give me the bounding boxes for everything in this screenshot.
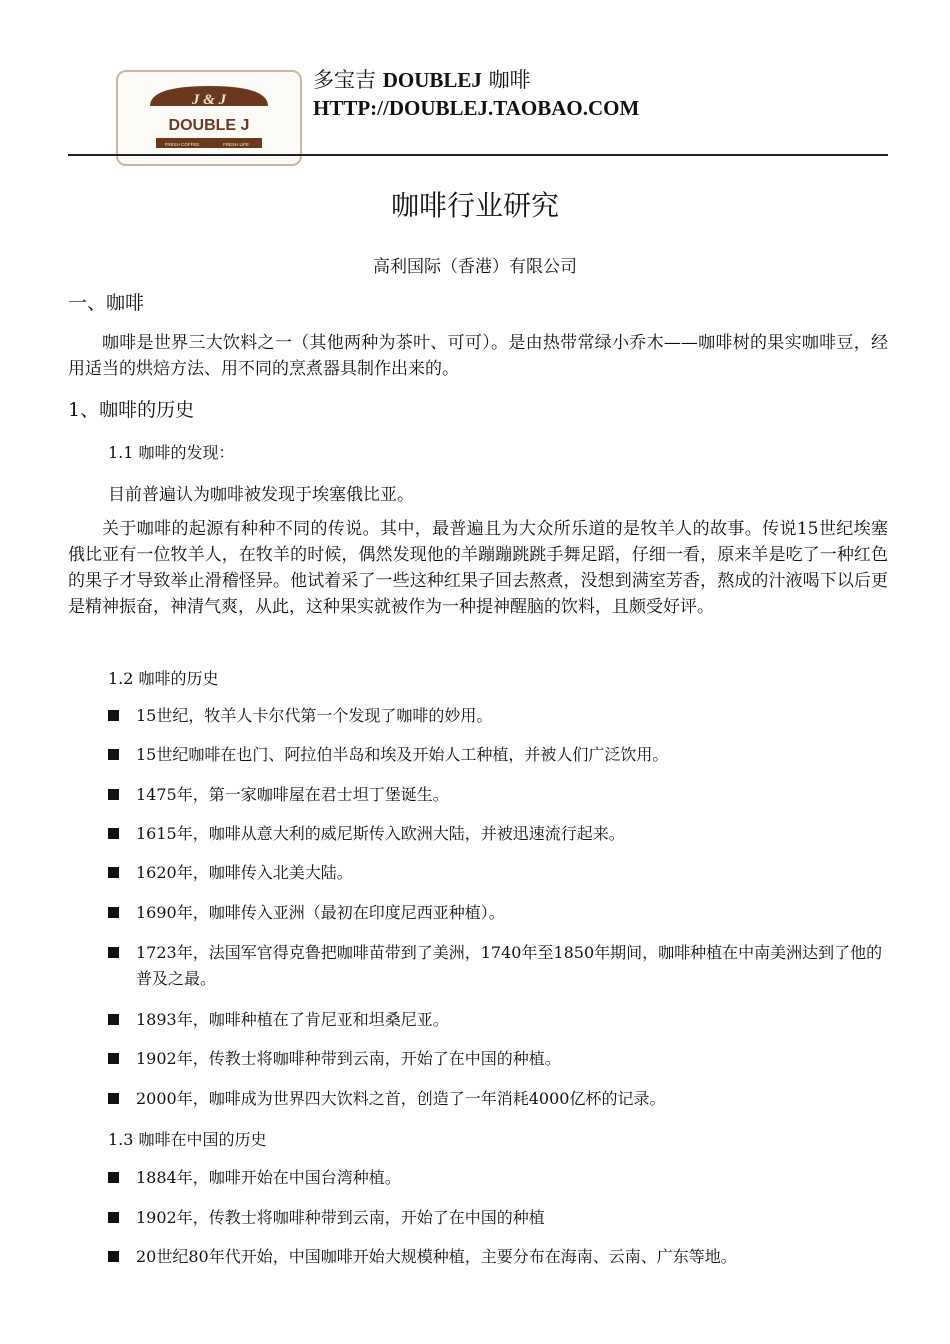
bullet-square-icon — [108, 1014, 119, 1025]
bullet-square-icon — [108, 1251, 119, 1262]
list-item: 15世纪咖啡在也门、阿拉伯半岛和埃及开始人工种植，并被人们广泛饮用。 — [108, 742, 888, 768]
logo-small-left: FRESH COFFEE — [164, 142, 200, 147]
intro-paragraph: 咖啡是世界三大饮料之一（其他两种为茶叶、可可）。是由热带常绿小乔木——咖啡树的果实咖啡豆，经用适当的烘焙方法、用不同的烹煮器具制作出来的。 — [68, 333, 888, 379]
shop-name-cn2: 咖啡 — [488, 68, 531, 92]
logo-graphic — [118, 72, 300, 164]
bullet-square-icon — [108, 907, 119, 918]
shop-name — [313, 66, 639, 94]
list-item: 1475年，第一家咖啡屋在君士坦丁堡诞生。 — [108, 782, 888, 808]
logo-line1: J & J — [191, 92, 227, 108]
legend-paragraph: 关于咖啡的起源有种种不同的传说。其中，最普遍且为大众所乐道的是牧羊人的故事。传说15世纪埃塞俄比亚有一位牧羊人，在牧羊的时候，偶然发现他的羊蹦蹦跳跳手舞足蹈，仔细一看，原来羊是吃了一种红色的果子才导致举止滑稽怪异。他试着采了一些这种红果子回去熬煮，没想到满室芳香，熬成的汁液喝下以后更是精神振奋，神清气爽，从此，这种果实就被作为一种提神醒脑的饮料，且颇受好评。 — [68, 519, 888, 617]
list-item: 1690年，咖啡传入亚洲（最初在印度尼西亚种植）。 — [108, 900, 888, 926]
logo-line2: DOUBLE J — [168, 117, 250, 134]
bullet-square-icon — [108, 1053, 119, 1064]
bullet-square-icon — [108, 749, 119, 760]
document-title: 咖啡行业研究 — [390, 189, 559, 222]
bullet-square-icon — [108, 947, 119, 958]
bullet-square-icon — [108, 789, 119, 800]
subheading-china-history: 1.3 咖啡在中国的历史 — [108, 1130, 267, 1149]
list-item: 1615年，咖啡从意大利的威尼斯传入欧洲大陆，并被迅速流行起来。 — [108, 821, 888, 847]
list-item: 20世纪80年代开始，中国咖啡开始大规模种植，主要分布在海南、云南、广东等地。 — [108, 1244, 888, 1270]
header-divider — [68, 154, 888, 156]
bullet-square-icon — [108, 828, 119, 839]
section-heading-history: 1、咖啡的历史 — [68, 399, 195, 421]
list-item: 1902年，传教士将咖啡种带到云南，开始了在中国的种植。 — [108, 1046, 888, 1072]
subheading-history: 1.2 咖啡的历史 — [108, 669, 219, 688]
logo-small-right: FRESH LIFE — [222, 142, 250, 147]
section-heading-coffee: 一、咖啡 — [68, 292, 145, 314]
list-item: 1902年，传教士将咖啡种带到云南，开始了在中国的种植 — [108, 1205, 888, 1231]
list-item: 1893年，咖啡种植在了肯尼亚和坦桑尼亚。 — [108, 1007, 888, 1033]
list-item: 1884年，咖啡开始在中国台湾种植。 — [108, 1165, 888, 1191]
discovery-line: 目前普遍认为咖啡被发现于埃塞俄比亚。 — [108, 485, 414, 505]
company-name: 高利国际（香港）有限公司 — [373, 257, 577, 277]
list-item: 15世纪，牧羊人卡尔代第一个发现了咖啡的妙用。 — [108, 703, 888, 729]
subheading-discovery: 1.1 咖啡的发现： — [108, 443, 235, 462]
bullet-square-icon — [108, 1093, 119, 1104]
shop-url[interactable]: HTTP://DOUBLEJ.TAOBAO.COM — [313, 96, 640, 120]
doublej-logo — [116, 70, 302, 166]
bullet-square-icon — [108, 1212, 119, 1223]
list-item: 2000年，咖啡成为世界四大饮料之首，创造了一年消耗4000亿杯的记录。 — [108, 1086, 888, 1112]
list-item: 1723年，法国军官得克鲁把咖啡苗带到了美洲，1740年至1850年期间，咖啡种植在中南美洲达到了他的普及之最。 — [108, 940, 888, 992]
header-text — [313, 66, 639, 122]
bullet-square-icon — [108, 1172, 119, 1183]
shop-name-cn: 多宝吉 — [313, 68, 376, 92]
shop-name-en: DOUBLEJ — [382, 68, 482, 92]
bullet-square-icon — [108, 710, 119, 721]
bullet-square-icon — [108, 867, 119, 878]
list-item: 1620年，咖啡传入北美大陆。 — [108, 860, 888, 886]
